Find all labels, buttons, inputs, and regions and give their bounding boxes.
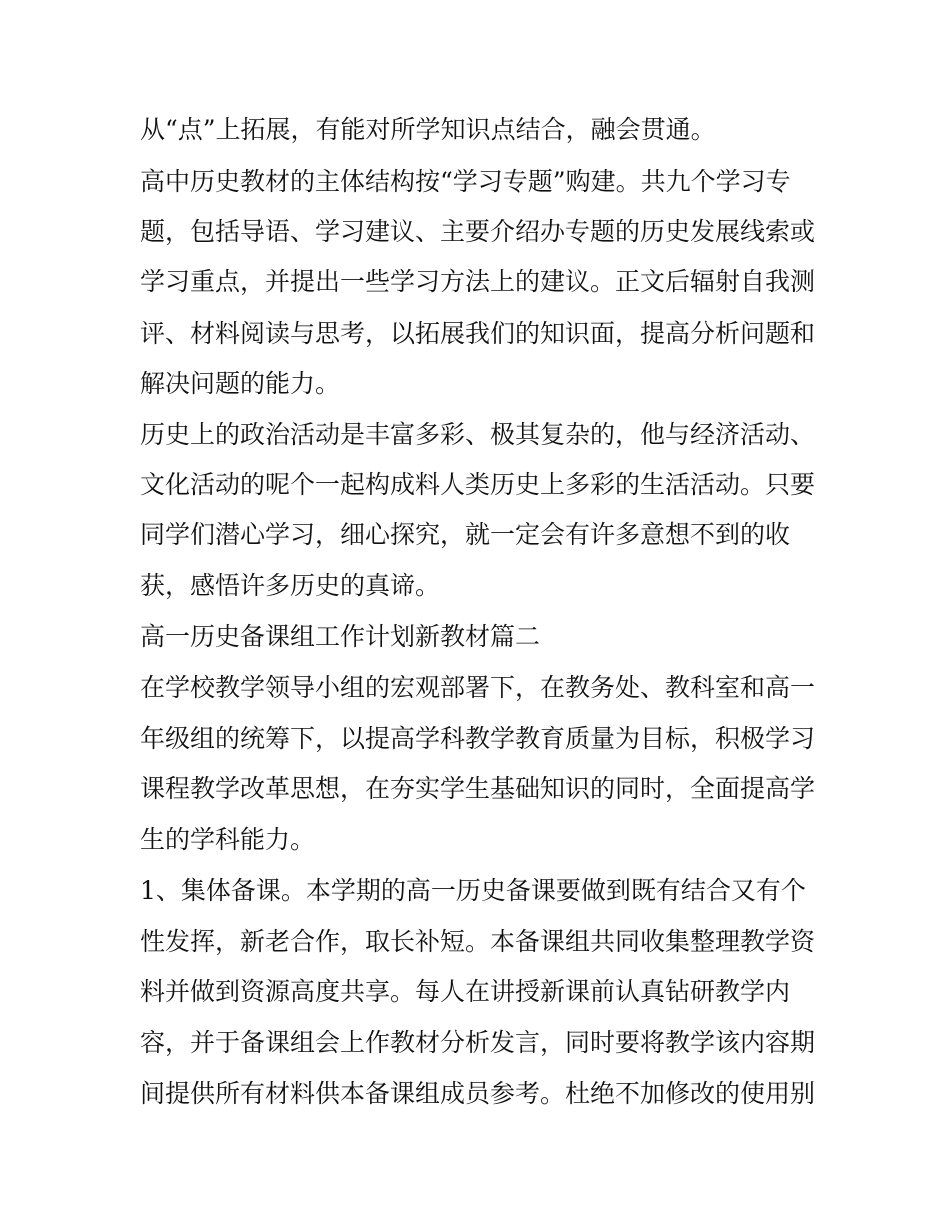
text-line: 题，包括导语、学习建议、主要介绍办专题的历史发展线索或	[140, 217, 816, 246]
text-line: 容，并于备课组会上作教材分析发言，同时要将教学该内容期	[140, 1028, 816, 1057]
text-line: 从“点”上拓展，有能对所学知识点结合，融会贯通。	[140, 115, 716, 144]
text-line: 生的学科能力。	[140, 825, 316, 854]
text-line: 课程教学改革思想，在夯实学生基础知识的同时，全面提高学	[140, 774, 816, 803]
text-line: 学习重点，并提出一些学习方法上的建议。正文后辐射自我测	[140, 267, 816, 296]
text-line: 年级组的统筹下，以提高学科教学教育质量为目标，积极学习	[140, 724, 816, 753]
text-line: 高中历史教材的主体结构按“学习专题”购建。共九个学习专	[140, 167, 791, 196]
text-line: 在学校教学领导小组的宏观部署下，在教务处、教科室和高一	[140, 673, 816, 702]
text-line: 获，感悟许多历史的真谛。	[140, 571, 441, 600]
text-line: 间提供所有材料供本备课组成员参考。杜绝不加修改的使用别	[140, 1079, 816, 1108]
text-line: 历史上的政治活动是丰富多彩、极其复杂的，他与经济活动、	[140, 420, 816, 449]
section-heading: 高一历史备课组工作计划新教材篇二	[140, 622, 541, 651]
text-line: 评、材料阅读与思考，以拓展我们的知识面，提高分析问题和	[140, 319, 816, 348]
text-line: 料并做到资源高度共享。每人在讲授新课前认真钻研教学内	[140, 977, 791, 1006]
text-line: 1、集体备课。本学期的高一历史备课要做到既有结合又有个	[140, 876, 806, 905]
text-line: 解决问题的能力。	[140, 369, 341, 398]
text-line: 文化活动的呢个一起构成料人类历史上多彩的生活活动。只要	[140, 470, 816, 499]
text-line: 同学们潜心学习，细心探究，就一定会有许多意想不到的收	[140, 520, 791, 549]
text-line: 性发挥，新老合作，取长补短。本备课组共同收集整理教学资	[140, 927, 816, 956]
